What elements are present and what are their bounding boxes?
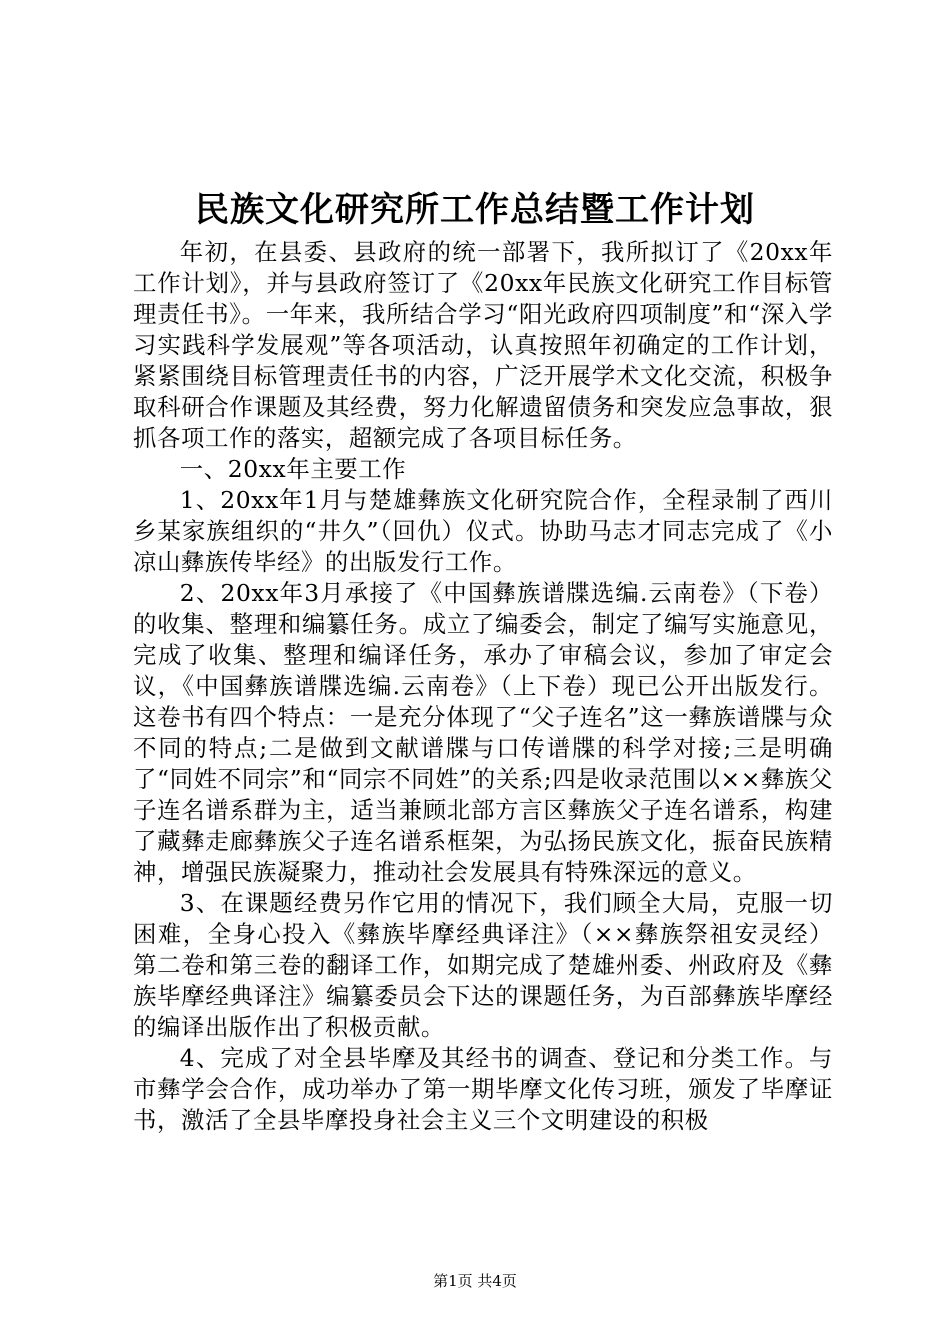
page-footer: 第1页 共4页 [433, 1272, 517, 1290]
document-body [133, 237, 833, 1136]
paragraph-item-4: 4、完成了对全县毕摩及其经书的调查、登记和分类工作。与市彝学会合作，成功举办了第一期毕摩文化传习班，颁发了毕摩证书，激活了全县毕摩投身社会主义三个文明建设的积极 [133, 1044, 833, 1134]
paragraph-item-3: 3、在课题经费另作它用的情况下，我们顾全大局，克服一切困难，全身心投入《彝族毕摩经典译注》（××彝族祭祖安灵经）第二卷和第三卷的翻译工作，如期完成了楚雄州委、州政府及《彝族毕摩经典译注》编纂委员会下达的课题任务，为百部彝族毕摩经的编译出版作出了积极贡献。 [133, 889, 833, 1041]
document-title: 民族文化研究所工作总结暨工作计划 [195, 190, 755, 230]
paragraph-intro: 年初，在县委、县政府的统一部署下，我所拟订了《20xx年工作计划》，并与县政府签订了《20xx年民族文化研究工作目标管理责任书》。一年来，我所结合学习“阳光政府四项制度”和“深入学习实践科学发展观”等各项活动，认真按照年初确定的工作计划，紧紧围绕目标管理责任书的内容，广泛开展学术文化交流，积极争取科研合作课题及其经费，努力化解遗留债务和突发应急事故，狠抓各项工作的落实，超额完成了各项目标任务。 [133, 238, 833, 452]
section-heading: 一、20xx年主要工作 [179, 455, 407, 483]
paragraph-item-1: 1、20xx年1月与楚雄彝族文化研究院合作，全程录制了西川乡某家族组织的“井久”（回仇）仪式。协助马志才同志完成了《小凉山彝族传毕经》的出版发行工作。 [133, 486, 833, 576]
paragraph-item-2: 2、20xx年3月承接了《中国彝族谱牒选编.云南卷》（下卷）的收集、整理和编纂任务。成立了编委会，制定了编写实施意见，完成了收集、整理和编译任务，承办了审稿会议，参加了审定会议，《中国彝族谱牒选编.云南卷》（上下卷）现已公开出版发行。这卷书有四个特点：一是充分体现了“父子连名”这一彝族谱牒与众不同的特点;二是做到文献谱牒与口传谱牒的科学对接;三是明确了“同姓不同宗”和“同宗不同姓”的关系;四是收录范围以××彝族父子连名谱系群为主，适当兼顾北部方言区彝族父子连名谱系，构建了藏彝走廊彝族父子连名谱系框架，为弘扬民族文化，振奋民族精神，增强民族凝聚力，推动社会发展具有特殊深远的意义。 [133, 579, 833, 886]
